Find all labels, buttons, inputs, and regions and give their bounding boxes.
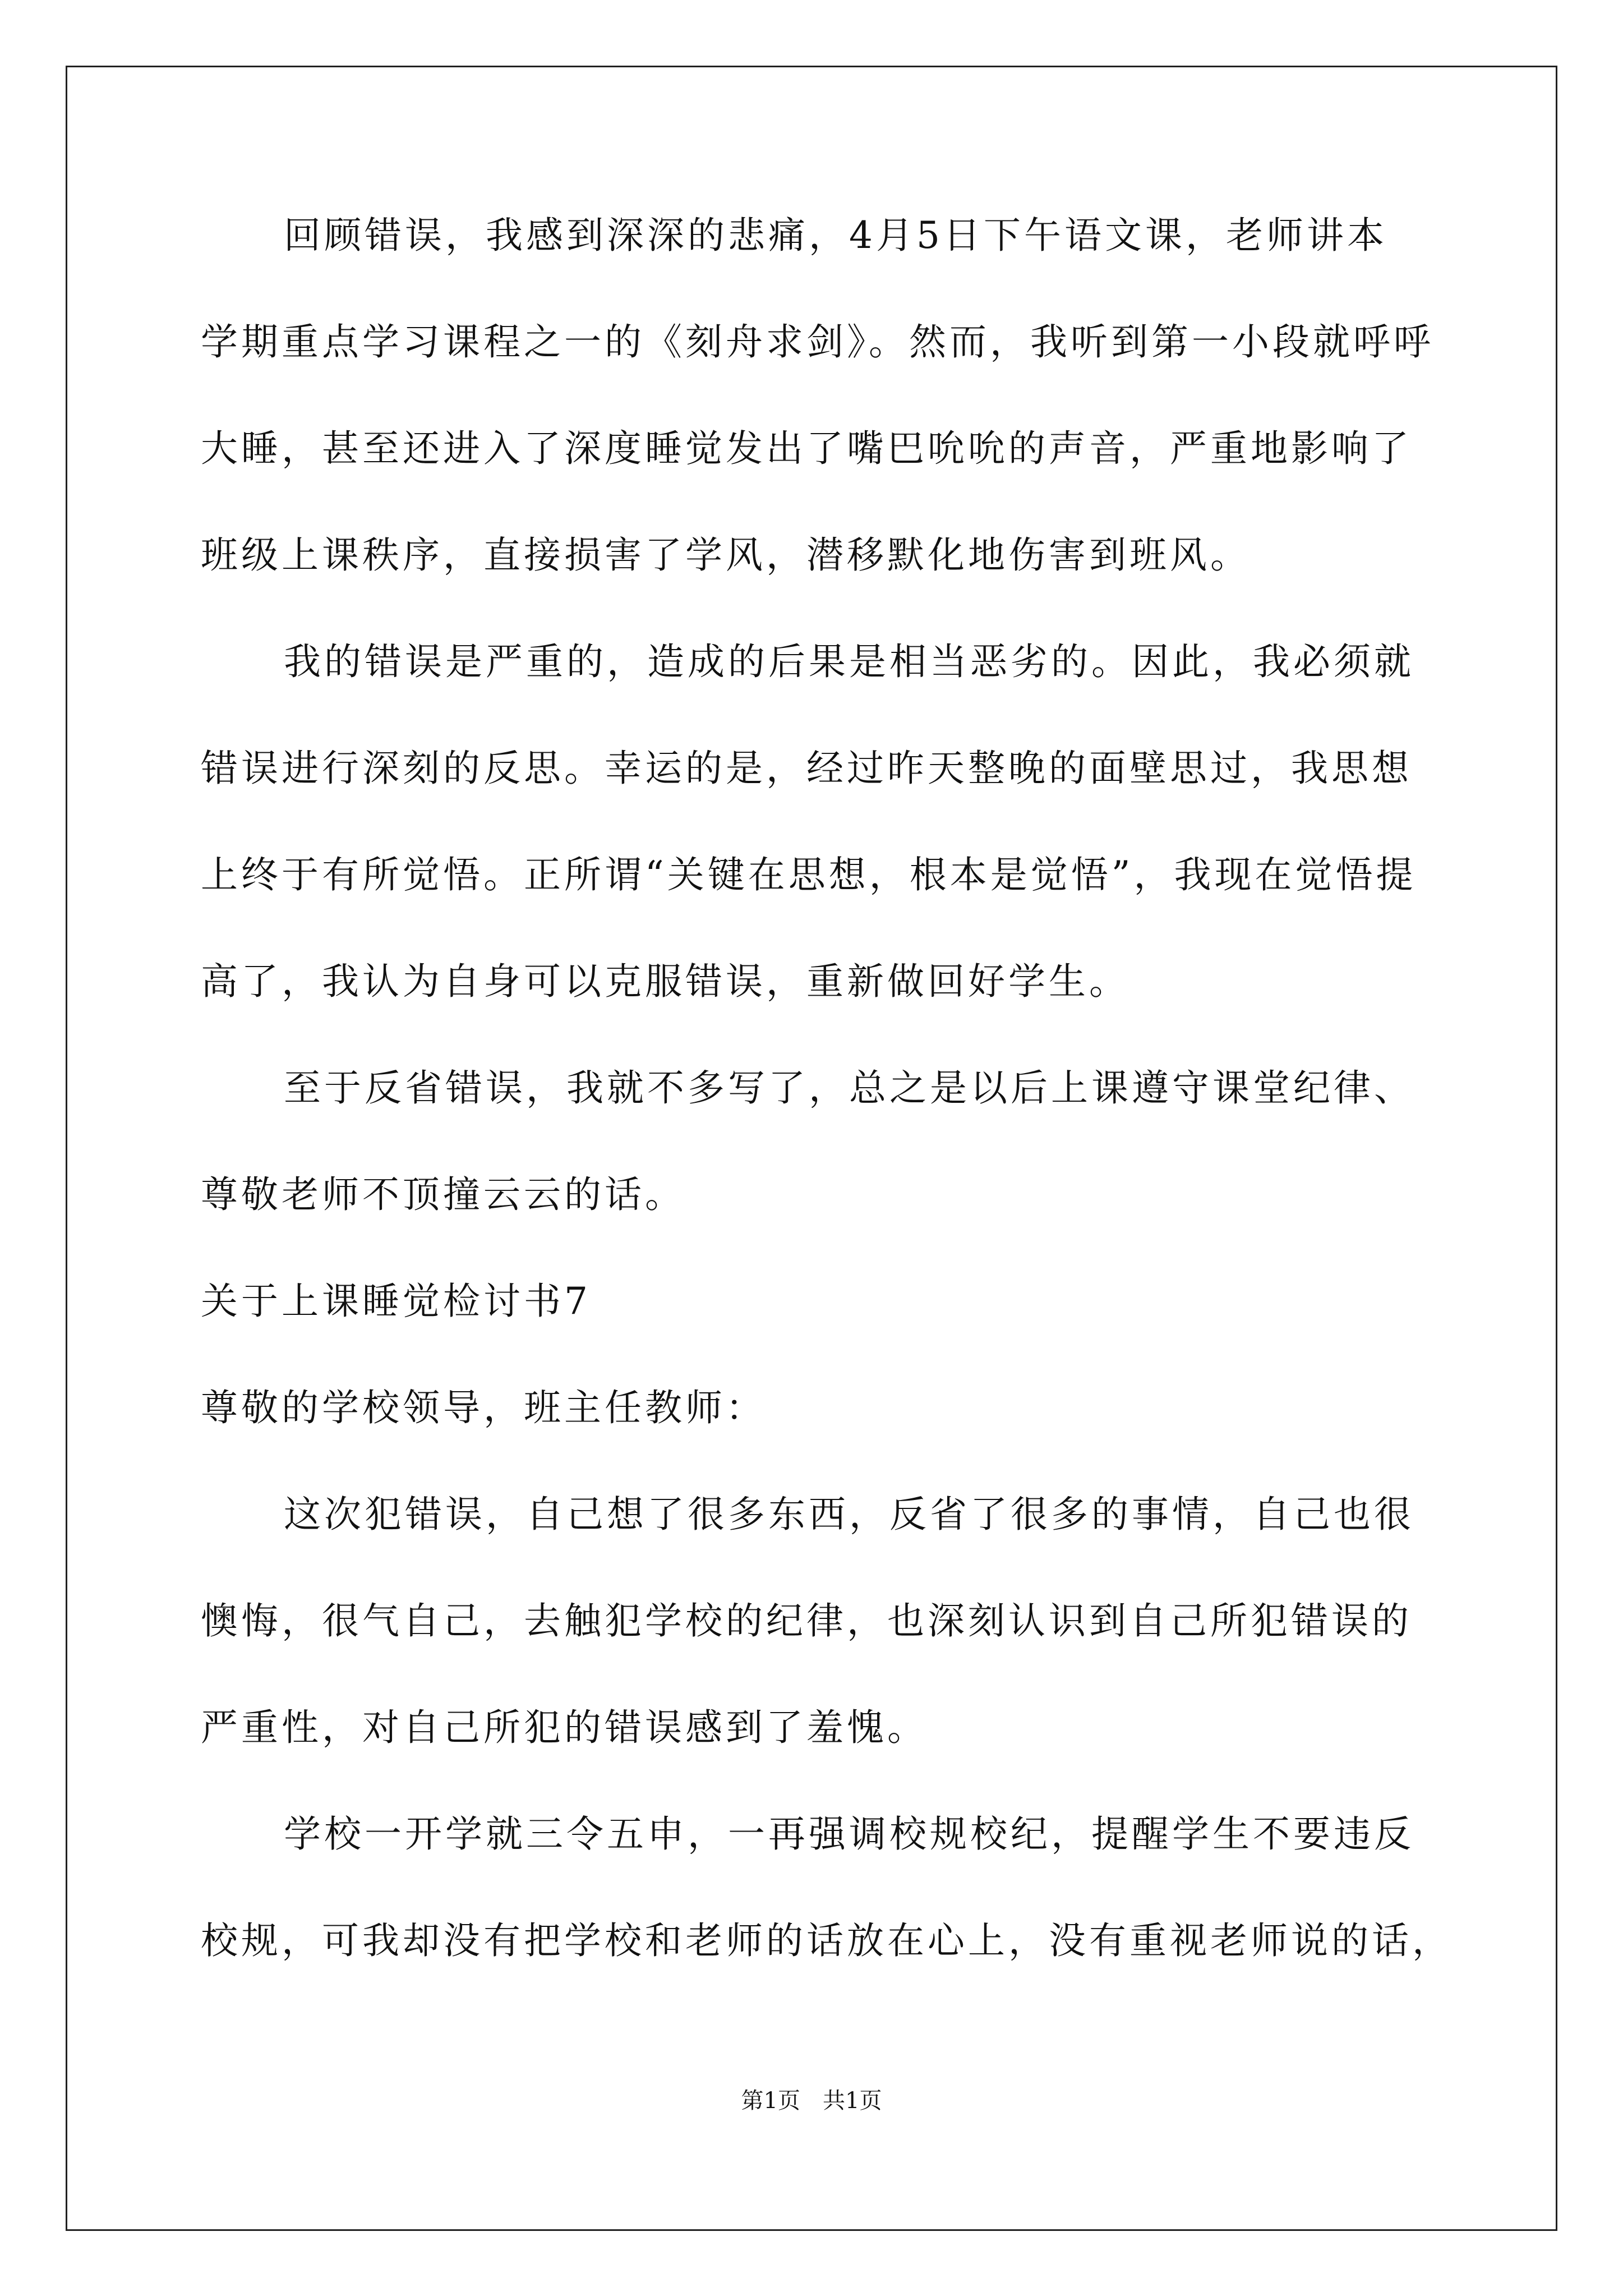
text-line: 学期重点学习课程之一的《刻舟求剑》。然而，我听到第一小段就呼呼 xyxy=(201,320,1434,364)
text-line: 错误进行深刻的反思。幸运的是，经过昨天整晚的面壁思过，我思想 xyxy=(201,747,1412,790)
text-line: 上终于有所觉悟。正所谓“关键在思想，根本是觉悟”，我现在觉悟提 xyxy=(201,853,1417,896)
salutation: 尊敬的学校领导，班主任教师： xyxy=(201,1386,766,1429)
text-line: 尊敬老师不顶撞云云的话。 xyxy=(201,1173,685,1216)
text-line: 大睡，甚至还进入了深度睡觉发出了嘴巴吮吮的声音，严重地影响了 xyxy=(201,427,1412,470)
text-line: 这次犯错误，自己想了很多东西，反省了很多的事情，自己也很 xyxy=(284,1493,1414,1536)
text-line: 懊悔，很气自己，去触犯学校的纪律，也深刻认识到自己所犯错误的 xyxy=(201,1599,1412,1642)
text-line: 学校一开学就三令五申，一再强调校规校纪，提醒学生不要违反 xyxy=(284,1812,1414,1856)
text-line: 回顾错误，我感到深深的悲痛，4月5日下午语文课，老师讲本 xyxy=(284,214,1387,257)
page-number-footer: 第1页 共1页 xyxy=(741,2088,882,2114)
section-heading: 关于上课睡觉检讨书7 xyxy=(201,1280,591,1323)
text-line: 高了，我认为自身可以克服错误，重新做回好学生。 xyxy=(201,960,1129,1003)
text-line: 至于反省错误，我就不多写了，总之是以后上课遵守课堂纪律、 xyxy=(284,1066,1414,1110)
text-line: 校规，可我却没有把学校和老师的话放在心上，没有重视老师说的话， xyxy=(201,1919,1453,1962)
text-line: 严重性，对自己所犯的错误感到了羞愧。 xyxy=(201,1706,928,1749)
page-border xyxy=(66,66,1557,2231)
text-line: 我的错误是严重的，造成的后果是相当恶劣的。因此，我必须就 xyxy=(284,640,1414,683)
text-line: 班级上课秩序，直接损害了学风，潜移默化地伤害到班风。 xyxy=(201,533,1251,577)
